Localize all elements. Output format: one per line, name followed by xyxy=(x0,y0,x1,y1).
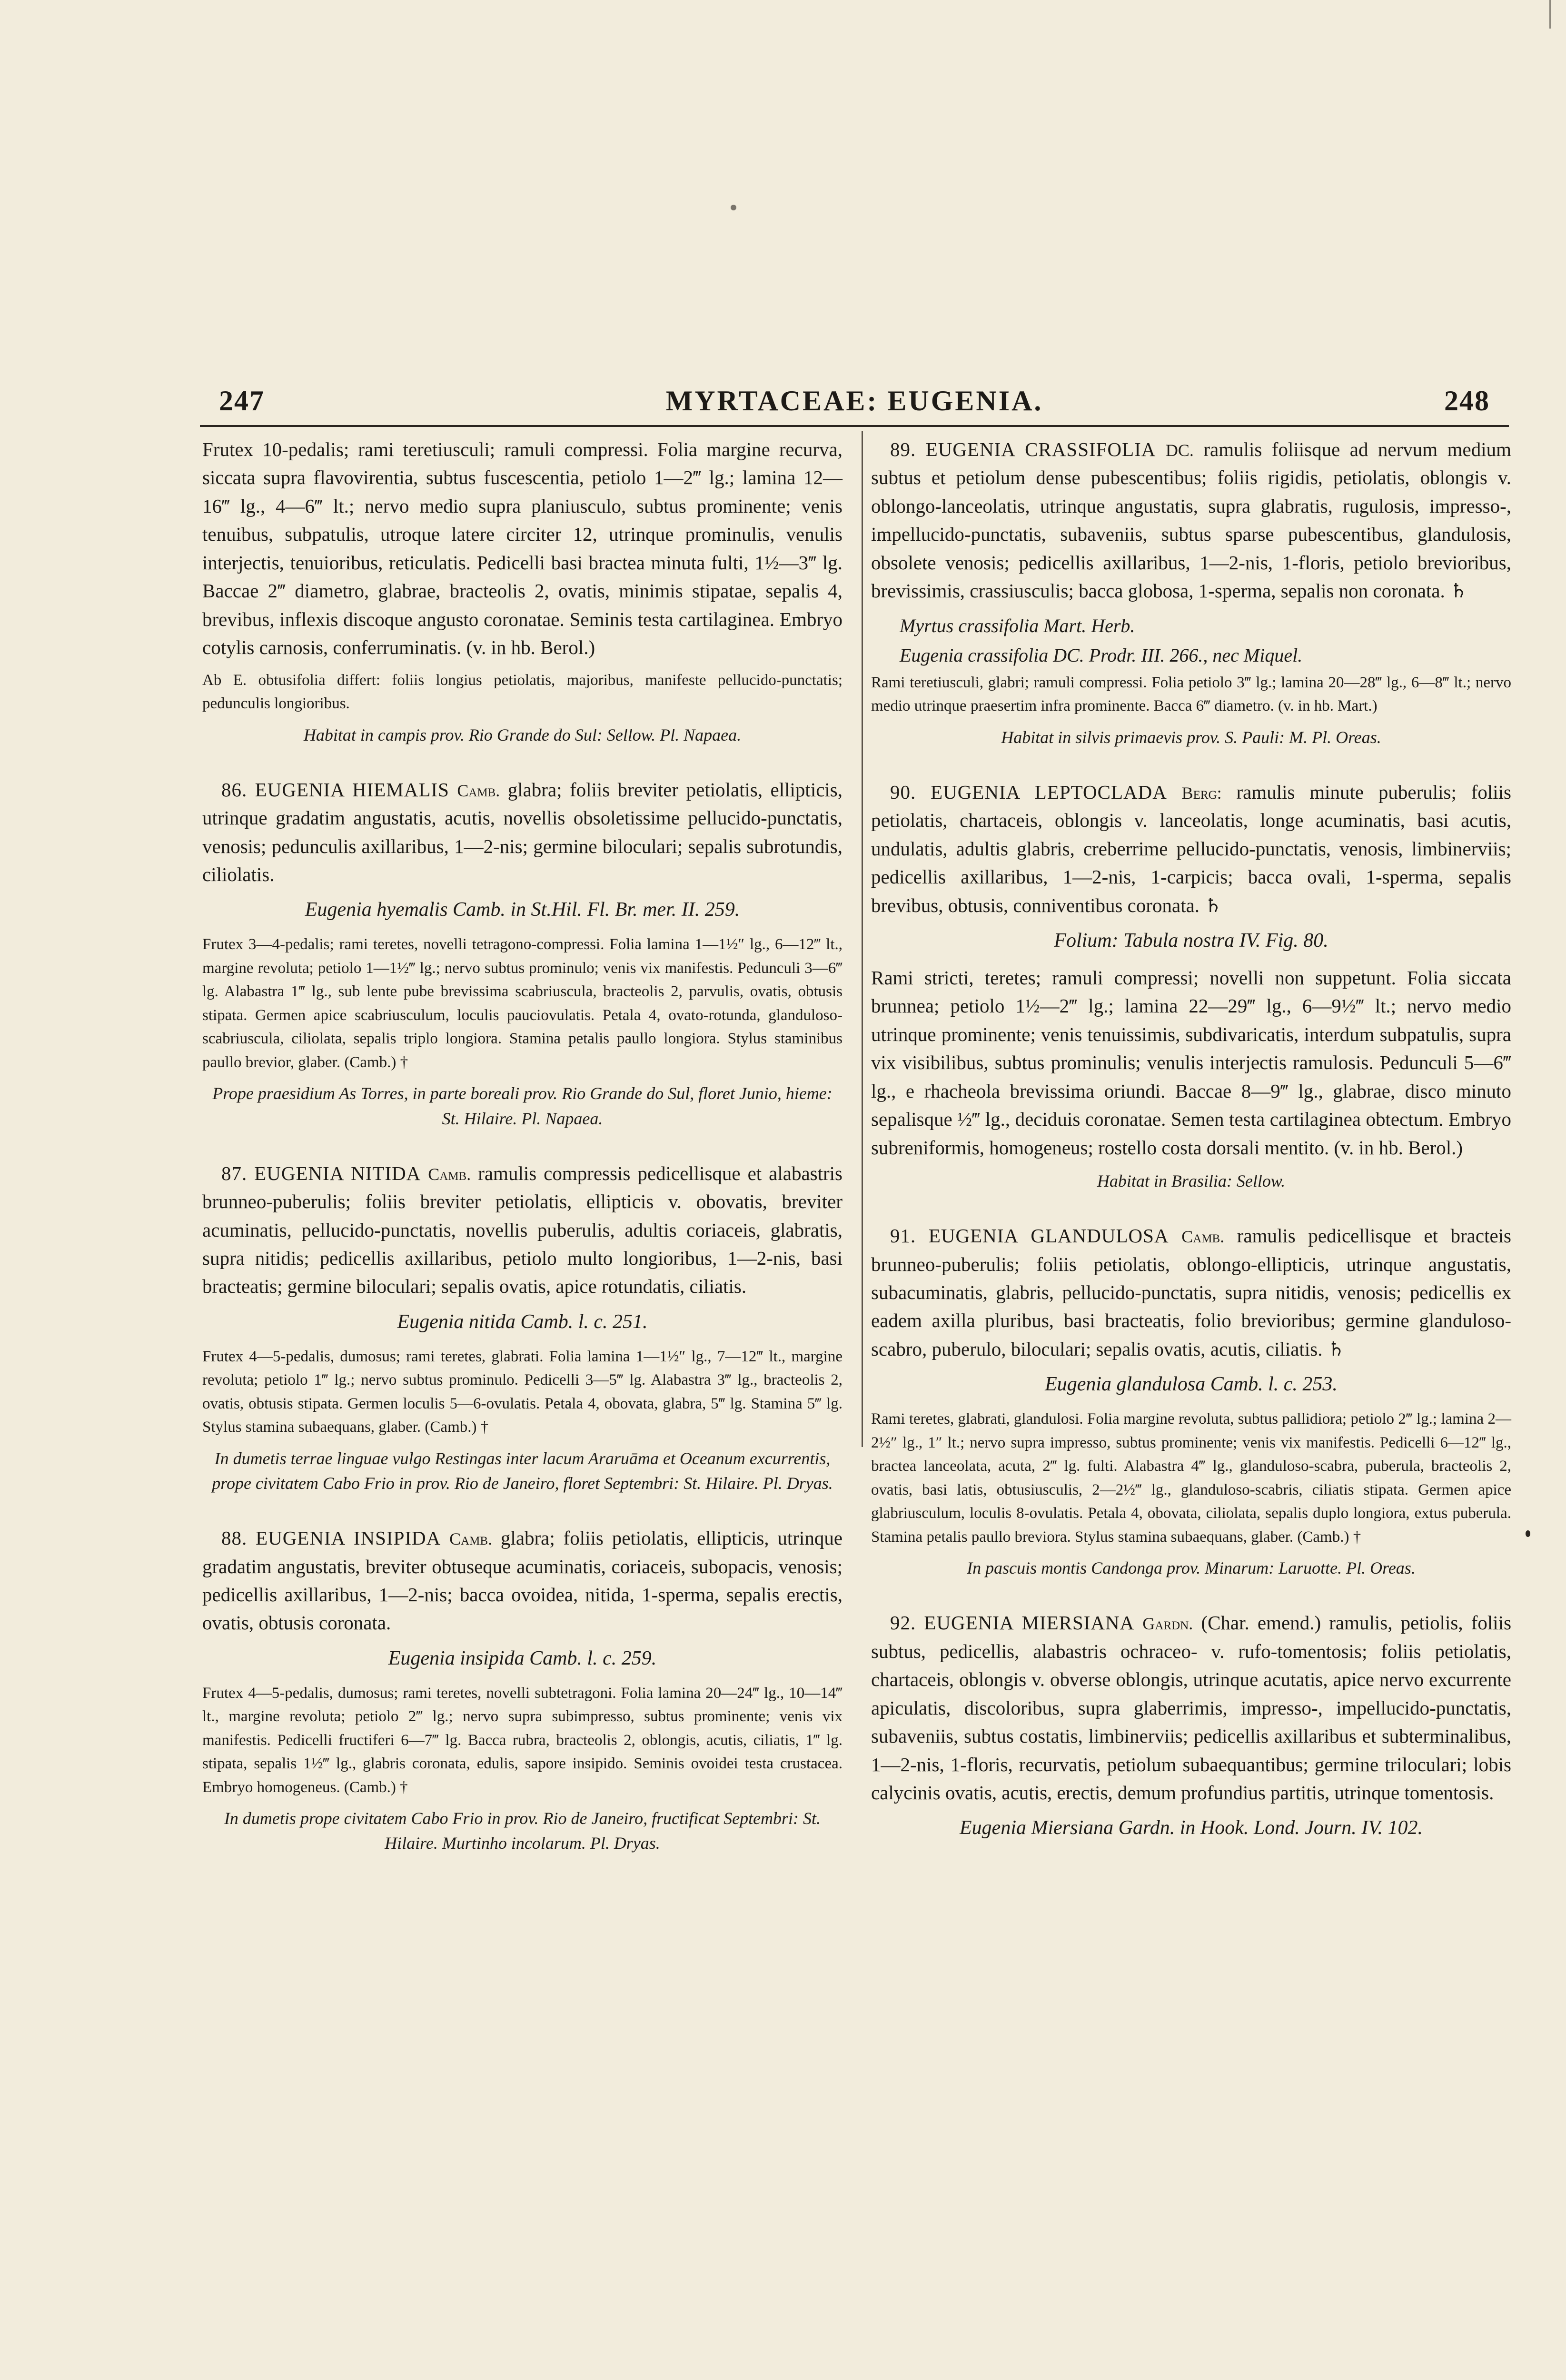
species-citation: Eugenia glandulosa Camb. l. c. 253. xyxy=(1045,1373,1338,1396)
species-author: Camb. xyxy=(457,781,500,800)
species-name: EUGENIA INSIPIDA xyxy=(256,1527,441,1549)
species-name: EUGENIA CRASSIFOLIA xyxy=(925,438,1156,460)
species-heading xyxy=(202,1524,842,1637)
species-number: 86. xyxy=(221,778,248,801)
species-author: Gardn. xyxy=(1142,1614,1193,1634)
species-heading xyxy=(871,1609,1511,1807)
species-citation: Eugenia Miersiana Gardn. in Hook. Lond. Journ. IV. 102. xyxy=(960,1817,1423,1839)
species-number: 92. xyxy=(890,1612,916,1634)
species-description: Frutex 4—5-pedalis, dumosus; rami teretes, glabrati. Folia lamina 1—1½″ lg., 7—12‴ lt., margine revoluta; petiolo 1‴ lg.; nervo subtus prominulo. Pedicelli 3—5‴ lg. Alabastra 3‴ lg., bracteolis 2, ovatis, obtusis stipata. Germen loculis 5—6-ovulatis. Petala 4, obovata, glabra, 5‴ lg. Stamina 5‴ lg. Stylus stamina subaequans, glaber. (Camb.) † xyxy=(202,1348,842,1436)
species-name: EUGENIA NITIDA xyxy=(254,1162,421,1184)
species-heading xyxy=(871,1222,1511,1363)
species-entry-87 xyxy=(202,1160,842,1496)
species-citation: Eugenia hyemalis Camb. in St.Hil. Fl. Br. mer. II. 259. xyxy=(305,899,740,921)
right-column xyxy=(871,436,1511,1851)
species-description: Frutex 4—5-pedalis, dumosus; rami teretes, novelli subtetragoni. Folia lamina 20—24‴ lg., 10—14‴ lt., margine revoluta; petiolo 2‴ lg.; nervo supra subimpresso, subtus prominente; venis vix manifestis. Pedicelli fructiferi 6—7‴ lg. Bacca rubra, bracteolis 2, oblongis, acutis, ciliatis, 1‴ lg. stipata, sepalis 1½‴ lg., glabris coronata, edulis, sapore insipido. Seminis ovoidei testa crustacea. Embryo homogeneus. (Camb.) † xyxy=(202,1684,842,1796)
species-habitat: In dumetis prope civitatem Cabo Frio in prov. Rio de Janeiro, fructificat Septembri: St. Hilaire. Murtinho incolarum. Pl. Dryas. xyxy=(224,1809,821,1853)
species-author: Berg: xyxy=(1181,783,1222,803)
species-description: Rami stricti, teretes; ramuli compressi; novelli non suppetunt. Folia siccata brunnea; petiolo 1½—2‴ lg.; lamina 22—29‴ lg., 6—9½‴ lt.; nervo medio utrinque prominente; venis tenuissimis, subdivaricatis, interdum subpatulis, supra vix visibilibus, subtus prominulis; venulis interjectis ramulosis. Pedunculi 5—6‴ lg., e rhacheola brevissima oriundi. Baccae 8—9‴ lg., glabrae, disco minuto sepalisque ½‴ lg., deciduis coronatae. Semen testa cartilaginea obtectum. Embryo subreniformis, homogeneus; rostello costa dorsali mentito. (v. in hb. Berol.) xyxy=(871,966,1511,1159)
intro-habitat: Habitat in campis prov. Rio Grande do Sul: Sellow. Pl. Napaea. xyxy=(303,725,742,744)
species-habitat: In dumetis terrae linguae vulgo Restingas inter lacum Araruāma et Oceanum excurrentis, prope civitatem Cabo Frio in prov. Rio de Janeiro, floret Septembri: St. Hilaire. Pl. Dryas. xyxy=(212,1448,833,1493)
page-number-right: 248 xyxy=(1444,385,1490,416)
species-number: 87. xyxy=(221,1162,248,1184)
species-author: DC. xyxy=(1165,441,1194,460)
left-column xyxy=(202,436,842,1884)
species-author: Camb. xyxy=(1181,1227,1225,1247)
species-entry-90 xyxy=(871,778,1511,1193)
species-entry-86 xyxy=(202,776,842,1131)
column-divider xyxy=(862,431,863,1447)
print-speck xyxy=(1526,1530,1530,1537)
species-name: EUGENIA GLANDULOSA xyxy=(928,1225,1169,1247)
species-heading xyxy=(871,436,1511,605)
species-citation: Eugenia insipida Camb. l. c. 259. xyxy=(388,1647,657,1669)
species-citation: Eugenia nitida Camb. l. c. 251. xyxy=(397,1310,648,1333)
species-description: Rami teretiusculi, glabri; ramuli compressi. Folia petiolo 3‴ lg.; lamina 20—28‴ lg., 6—8‴ lt.; nervo medio utrinque praesertim infra prominente. Bacca 6‴ diametro. (v. in hb. Mart.) xyxy=(871,674,1511,715)
species-habitat: Prope praesidium As Torres, in parte boreali prov. Rio Grande do Sul, floret Junio, hieme: St. Hilaire. Pl. Napaea. xyxy=(212,1084,833,1128)
species-description: Rami teretes, glabrati, glandulosi. Folia margine revoluta, subtus pallidiora; petiolo 2‴ lg.; lamina 2—2½″ lg., 1″ lt.; nervo supra impresso, subtus prominente; venis vix manifestis. Pedicelli 6—12‴ lg., bractea lanceolata, acuta, 2‴ lg. fulti. Alabastra 4‴ lg., glanduloso-scabra, puberula, bracteolis 2, ovatis, basi latis, obtusiusculis, 2—2½‴ lg., glanduloso-scabris, ciliatis stipata. Germen apice glabriusculum, loculis 8-ovulatis. Petala 4, obovata, ciliolata, sepalis duplo longiora, extus puberula. Stamina petalis paullo breviora. Stylus stamina subaequans, glaber. (Camb.) † xyxy=(871,1410,1511,1546)
species-number: 90. xyxy=(890,781,916,803)
species-entry-92 xyxy=(871,1609,1511,1843)
species-diagnosis: ramulis compressis pedicellisque et alabastris brunneo-puberulis; foliis breviter petiolatis, ellipticis v. obovatis, breviter acuminatis, pellucido-punctatis, novellis puberulis, adultis coriaceis, glabratis, supra nitidis; pedicellis axillaribus, petiolo multo longioribus, 1—2-nis, basi bracteatis; germine biloculari; sepalis ovatis, apice rotundatis, ciliatis. xyxy=(202,1162,842,1298)
header-rule xyxy=(200,425,1509,427)
print-speck xyxy=(1549,0,1551,29)
species-habitat: In pascuis montis Candonga prov. Minarum: Laruotte. Pl. Oreas. xyxy=(967,1558,1416,1578)
print-speck xyxy=(731,205,736,210)
species-diagnosis: glabra; foliis petiolatis, ellipticis, utrinque gradatim angustatis, breviter obtuseque acuminatis, coriaceis, subopacis, venosis; pedicellis axillaribus, 1—2-nis; bacca ovoidea, nitida, 1-sperma, sepalis erectis, ovatis, obtusis coronata. xyxy=(202,1527,843,1634)
page-header xyxy=(200,376,1509,424)
species-heading xyxy=(202,776,842,889)
species-diagnosis: ramulis pedicellisque et bracteis brunneo-puberulis; foliis petiolatis, oblongo-ellipticis, utrinque angustatis, subacuminatis, glabris, pellucido-punctatis, supra nitidis, venosis; pedicellis ex eadem axilla pluribus, basi bracteatis, folio brevioribus; germine glanduloso-scabro, puberulo, biloculari; sepalis ovatis, acutis, ciliatis. ♄ xyxy=(871,1225,1512,1360)
species-name: EUGENIA HIEMALIS xyxy=(255,778,449,801)
species-diagnosis: ramulis minute puberulis; foliis petiolatis, chartaceis, oblongis v. lanceolatis, longe acuminatis, basi acutis, undulatis, adultis glabris, creberrime pellucido-punctatis, venosis, limbinerviis; pedicellis axillaribus, 1—2-nis, 1-carpicis; bacca ovali, 1-sperma, sepalis brevibus, obtusis, conniventibus coronata. ♄ xyxy=(871,781,1511,916)
species-diagnosis: ramulis foliisque ad nervum medium subtus et petiolum dense pubescentibus; foliis rigidis, petiolatis, oblongis v. oblongo-lanceolatis, utrinque angustatis, supra glabratis, rugulosis, impresso-, impellucido-punctatis, subaveniis, subtus sparse pubescentibus, glandulosis, obsolete venosis; pedicellis axillaribus, 1—2-nis, 1-floris, petiolo brevioribus, brevissimis, crassiusculis; bacca globosa, 1-sperma, sepalis non coronata. ♄ xyxy=(871,438,1511,602)
species-synonym: Eugenia crassifolia DC. Prodr. III. 266., nec Miquel. xyxy=(900,644,1303,666)
intro-note: Ab E. obtusifolia differt: foliis longius petiolatis, majoribus, manifeste pellucido-punctatis; pedunculis longioribus. xyxy=(202,671,842,712)
species-habitat: Habitat in Brasilia: Sellow. xyxy=(1097,1171,1286,1190)
species-entry-89 xyxy=(871,436,1511,750)
species-entry-88 xyxy=(202,1524,842,1856)
species-diagnosis: (Char. emend.) ramulis, petiolis, foliis subtus, pedicellis, alabastris ochraceo- v. rufo-tomentosis; foliis petiolatis, chartaceis, oblongis v. obverse oblongis, utrinque acutatis, apice nervo excurrente apiculatis, discoloribus, supra glaberrimis, impresso-, impellucido-punctatis, subaveniis, subtus costatis, limbinerviis; pedicellis axillaribus et subterminalibus, 1—2-nis, 1-floris, recurvatis, petiolum subaequantibus; germine triloculari; lobis calycinis ovatis, acutis, erectis, demum profundius partitis, utrinque tomentosis. xyxy=(871,1612,1512,1804)
species-number: 88. xyxy=(221,1527,248,1549)
species-number: 89. xyxy=(890,438,916,460)
species-heading xyxy=(202,1160,842,1301)
species-number: 91. xyxy=(890,1225,916,1247)
species-author: Camb. xyxy=(449,1529,493,1549)
species-author: Camb. xyxy=(428,1164,471,1184)
species-synonym: Myrtus crassifolia Mart. Herb. xyxy=(900,615,1135,636)
species-habitat: Habitat in silvis primaevis prov. S. Pauli: M. Pl. Oreas. xyxy=(1001,727,1381,747)
species-heading xyxy=(871,778,1511,920)
species-entry-91 xyxy=(871,1222,1511,1580)
page-number-left: 247 xyxy=(219,385,265,416)
intro-description: Frutex 10-pedalis; rami teretiusculi; ramuli compressi. Folia margine recurva, siccata supra flavovirentia, subtus fuscescentia, petiolo 1—2‴ lg.; lamina 12—16‴ lg., 4—6‴ lt.; nervo medio supra planiusculo, subtus prominente; venis tenuibus, subpatulis, utroque latere circiter 12, utrinque prominulis, venulis interjectis, tenuioribus, reticulatis. Pedicelli basi bractea minuta fulti, 1½—3‴ lg. Baccae 2‴ diametro, glabrae, bracteolis 2, ovatis, minimis stipatae, sepalis 4, brevibus, inflexis discoque angusto coronatae. Seminis testa cartilaginea. Embryo cotylis carnosis, conferruminatis. (v. in hb. Berol.) xyxy=(202,438,842,659)
species-diagnosis: glabra; foliis breviter petiolatis, ellipticis, utrinque gradatim angustatis, acutis, novellis obsoletissime pellucido-punctatis, venosis; pedunculis axillaribus, 1—2-nis; germine biloculari; sepalis subrotundis, ciliolatis. xyxy=(202,778,843,885)
running-title: MYRTACEAE: EUGENIA. xyxy=(665,385,1043,416)
species-name: EUGENIA LEPTOCLADA xyxy=(931,781,1167,803)
species-name: EUGENIA MIERSIANA xyxy=(924,1612,1135,1634)
species-description: Frutex 3—4-pedalis; rami teretes, novelli tetragono-compressi. Folia lamina 1—1½″ lg., 6—12‴ lt., margine revoluta; petiolo 1—1½‴ lg.; nervo subtus prominulo; venis vix manifestis. Pedunculi 3—6‴ lg. Alabastra 1‴ lg., sub lente pube brevissima scabriuscula, bracteolis 2, parvulis, ovatis, obtusis stipata. Germen apice scabriusculum, loculis pauciovulatis. Petala 4, ovato-rotunda, glanduloso-scabriuscula, ciliolata, sepalis triplo longiora. Stamina petalis paullo longiora. Stylus staminibus paullo brevior, glaber. (Camb.) † xyxy=(202,936,842,1071)
figure-reference: Folium: Tabula nostra IV. Fig. 80. xyxy=(1054,930,1328,952)
